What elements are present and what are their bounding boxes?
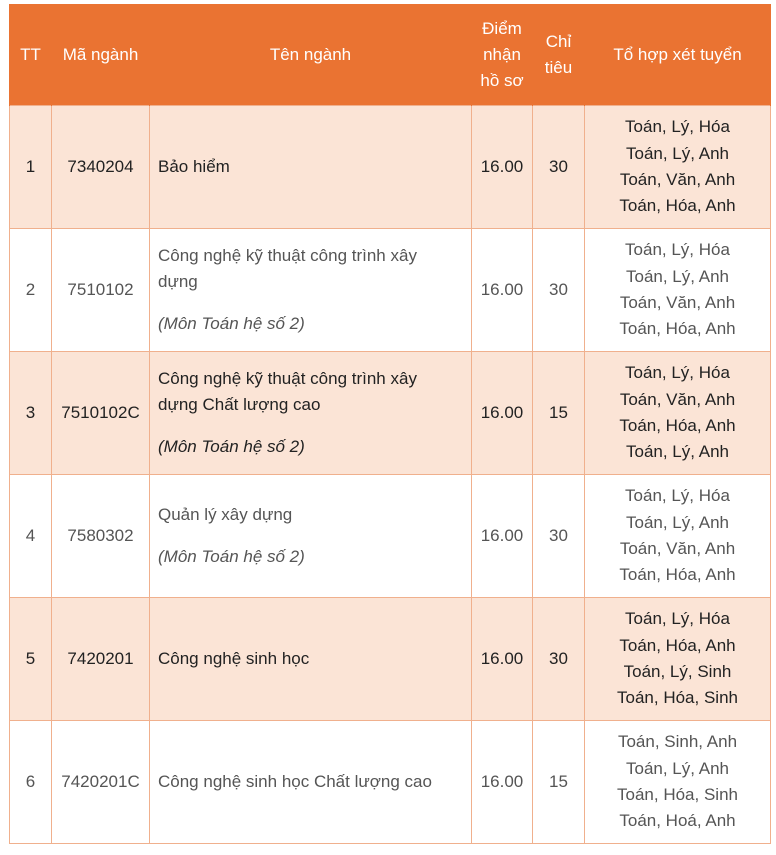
program-name-line: dựng Chất lượng cao (158, 395, 321, 414)
subject-combination: Toán, Hóa, Sinh (617, 785, 738, 804)
row-number: 6 (10, 721, 52, 844)
subject-combination: Toán, Văn, Anh (619, 293, 736, 312)
subject-combination: Toán, Lý, Anh (625, 266, 730, 286)
program-code: 7580302 (52, 475, 150, 598)
subject-combination: Toán, Hóa, Anh (619, 319, 736, 339)
program-name-line: Công nghệ sinh học (158, 649, 310, 668)
subject-combination: Toán, Hóa, Anh (619, 416, 736, 435)
subject-combination: Toán, Văn, Anh (619, 539, 736, 558)
subject-combination: Toán, Lý, Anh (625, 758, 730, 778)
subject-combination: Toán, Văn, Anh (619, 170, 736, 189)
subject-combination: Toán, Lý, Hóa (625, 363, 730, 383)
row-number: 1 (10, 106, 52, 229)
subject-combinations-cell (585, 352, 771, 475)
header-quota-line: tiêu (544, 57, 573, 77)
program-name-cell (150, 721, 472, 844)
subject-combination: Toán, Hóa, Sinh (617, 688, 738, 708)
program-name-cell (150, 229, 472, 352)
subject-combinations-cell (585, 229, 771, 352)
subject-combination: Toán, Lý, Hóa (625, 609, 730, 629)
quota: 30 (533, 475, 585, 598)
min-score: 16.00 (472, 598, 533, 721)
table-row (10, 106, 771, 229)
subject-combination: Toán, Lý, Anh (625, 512, 730, 532)
quota: 30 (533, 598, 585, 721)
program-name-line: dựng (158, 272, 198, 291)
subject-combination: Toán, Lý, Anh (625, 442, 730, 462)
min-score: 16.00 (472, 475, 533, 598)
program-name-line: Quản lý xây dựng (158, 505, 293, 524)
subject-combination: Toán, Lý, Hóa (625, 117, 730, 137)
header-score (472, 4, 533, 106)
min-score: 16.00 (472, 106, 533, 229)
program-name-cell (150, 598, 472, 721)
table-body (10, 106, 771, 844)
table-row (10, 721, 771, 844)
subject-combinations-cell (585, 106, 771, 229)
row-number: 3 (10, 352, 52, 475)
header-score-line: hồ sơ (480, 70, 524, 90)
quota: 15 (533, 721, 585, 844)
subject-combination: Toán, Hóa, Anh (619, 196, 736, 216)
header-quota-line: Chỉ (545, 31, 572, 51)
cut-off-text-strip (60, 851, 420, 855)
row-number: 5 (10, 598, 52, 721)
program-name-line: Công nghệ kỹ thuật công trình xây (158, 369, 417, 388)
header-code: Mã ngành (52, 4, 150, 106)
subject-combination: Toán, Lý, Hóa (625, 240, 730, 260)
subject-combination: Toán, Lý, Sinh (623, 662, 732, 681)
table-row (10, 475, 771, 598)
program-name-line: Bảo hiểm (158, 157, 230, 176)
table-row (10, 598, 771, 721)
program-note: (Môn Toán hệ số 2) (158, 547, 305, 566)
subject-combinations-cell (585, 475, 771, 598)
header-score-line: Điểm (482, 18, 522, 38)
subject-combination: Toán, Hóa, Anh (619, 635, 736, 655)
min-score: 16.00 (472, 229, 533, 352)
header-score-line: nhận (483, 44, 521, 64)
program-name-cell (150, 106, 472, 229)
program-note: (Môn Toán hệ số 2) (158, 314, 305, 333)
quota: 30 (533, 106, 585, 229)
program-code: 7510102 (52, 229, 150, 352)
program-name-cell (150, 352, 472, 475)
admissions-table (9, 4, 771, 844)
subject-combination: Toán, Lý, Hóa (625, 486, 730, 506)
header-tt: TT (10, 4, 52, 106)
quota: 15 (533, 352, 585, 475)
min-score: 16.00 (472, 721, 533, 844)
program-code: 7510102C (52, 352, 150, 475)
header-quota (533, 4, 585, 106)
program-code: 7340204 (52, 106, 150, 229)
program-name-line: Công nghệ sinh học Chất lượng cao (158, 772, 432, 791)
program-name-line: Công nghệ kỹ thuật công trình xây (158, 246, 417, 265)
header-name: Tên ngành (150, 4, 472, 106)
table-row (10, 352, 771, 475)
min-score: 16.00 (472, 352, 533, 475)
program-name-cell (150, 475, 472, 598)
header-combo: Tổ hợp xét tuyển (585, 4, 771, 106)
program-note: (Môn Toán hệ số 2) (158, 437, 305, 456)
table-row (10, 229, 771, 352)
subject-combinations-cell (585, 598, 771, 721)
program-code: 7420201C (52, 721, 150, 844)
row-number: 2 (10, 229, 52, 352)
header-row (10, 4, 771, 106)
subject-combination: Toán, Sinh, Anh (617, 732, 738, 752)
subject-combination: Toán, Lý, Anh (625, 143, 730, 163)
subject-combinations-cell (585, 721, 771, 844)
row-number: 4 (10, 475, 52, 598)
subject-combination: Toán, Hoá, Anh (619, 811, 736, 831)
subject-combination: Toán, Hóa, Anh (619, 565, 736, 585)
quota: 30 (533, 229, 585, 352)
table-header (10, 4, 771, 106)
subject-combination: Toán, Văn, Anh (619, 389, 736, 409)
program-code: 7420201 (52, 598, 150, 721)
